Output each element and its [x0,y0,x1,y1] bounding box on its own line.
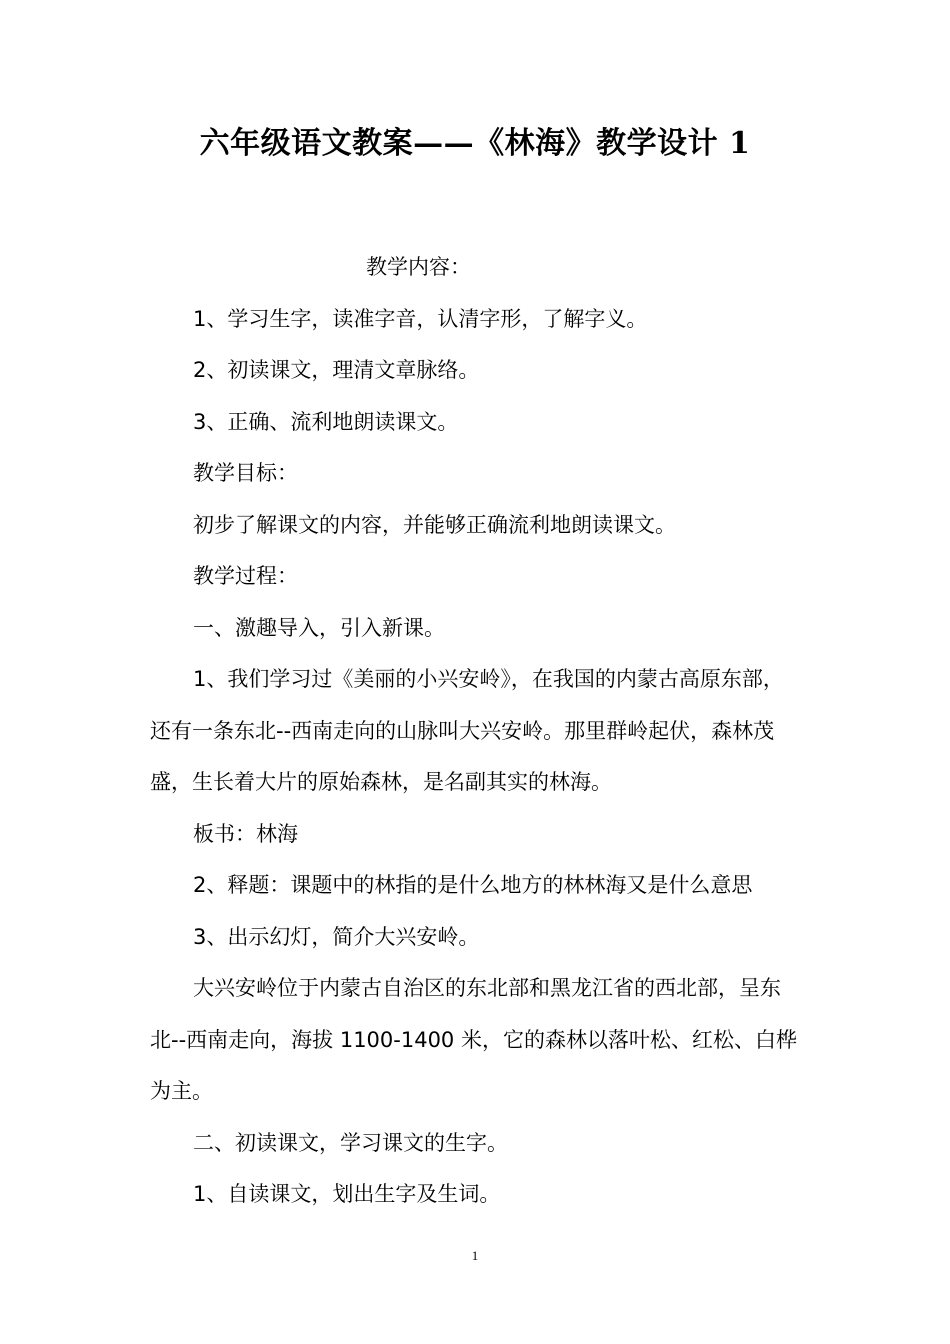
document-title: 六年级语文教案——《林海》教学设计 1 [199,126,751,161]
process-step-1: 一、激趣导入，引入新课。 [193,615,445,640]
goal-text: 初步了解课文的内容，并能够正确流利地朗读课文。 [193,512,676,537]
process-paragraph-slides: 3、出示幻灯，简介大兴安岭。 [193,924,480,949]
process-paragraph-title-explain: 2、释题：课题中的林指的是什么地方的林林海又是什么意思 [193,873,753,897]
content-item-3: 3、正确、流利地朗读课文。 [193,409,459,434]
document-body [150,242,800,1221]
section-heading-goals: 教学目标： [193,461,298,485]
content-item-1: 1、学习生字，读准字音，认清字形，了解字义。 [193,306,648,331]
page-number: 1 [471,1248,479,1263]
process-step-2: 二、初读课文，学习课文的生字。 [193,1130,508,1155]
process-paragraph-self-read: 1、自读课文，划出生字及生词。 [193,1182,501,1206]
section-heading-content: 教学内容： [366,255,471,279]
process-paragraph-description: 大兴安岭位于内蒙古自治区的东北部和黑龙江省的西北部，呈东北--西南走向，海拔 1100-1400 米，它的森林以落叶松、红松、白桦为主。 [150,976,797,1103]
blackboard-note: 板书：林海 [193,821,298,846]
process-paragraph-intro: 1、我们学习过《美丽的小兴安岭》，在我国的内蒙古高原东部，还有一条东北--西南走向的山脉叫大兴安岭。那里群岭起伏，森林茂盛，生长着大片的原始森林，是名副其实的林海。 [150,667,784,794]
section-heading-process: 教学过程： [193,564,298,588]
content-item-2: 2、初读课文，理清文章脉络。 [193,358,480,382]
